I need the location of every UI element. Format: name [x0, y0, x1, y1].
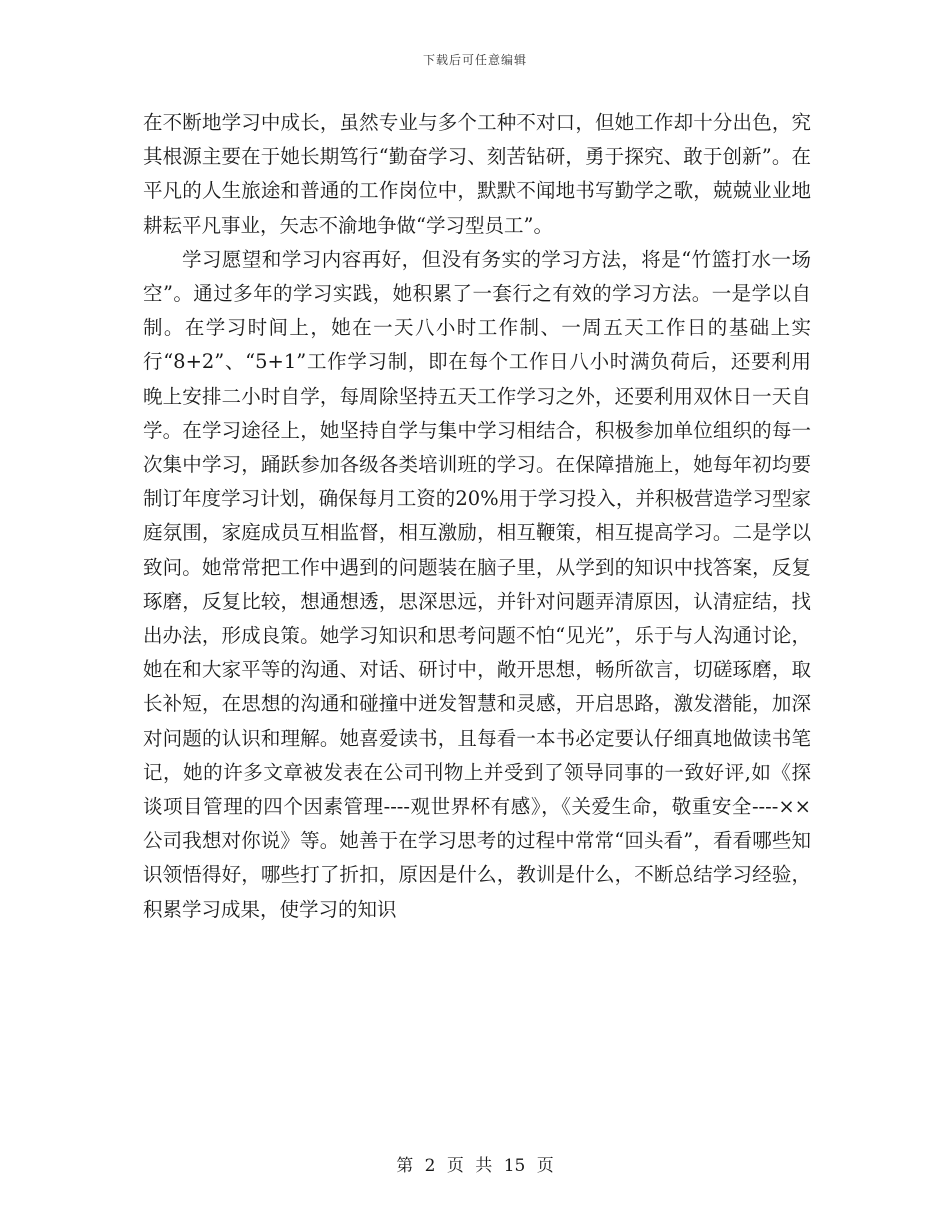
document-body: [143, 106, 811, 927]
paragraph-2: 学习愿望和学习内容再好，但没有务实的学习方法，将是“竹篮打水一场空”。通过多年的学习实践，她积累了一套行之有效的学习方法。一是学以自制。在学习时间上，她在一天八小时工作制、一周五天工作日的基础上实行“8+2”、“5+1”工作学习制，即在每个工作日八小时满负荷后，还要利用晚上安排二小时自学，每周除坚持五天工作学习之外，还要利用双休日一天自学。在学习途径上，她坚持自学与集中学习相结合，积极参加单位组织的每一次集中学习，踊跃参加各级各类培训班的学习。在保障措施上，她每年初均要制订年度学习计划，确保每月工资的20%用于学习投入，并积极营造学习型家庭氛围，家庭成员互相监督，相互激励，相互鞭策，相互提高学习。二是学以致问。她常常把工作中遇到的问题装在脑子里，从学到的知识中找答案，反复琢磨，反复比较，想通想透，思深思远，并针对问题弄清原因，认清症结，找出办法，形成良策。她学习知识和思考问题不怕“见光”，乐于与人沟通讨论，她在和大家平等的沟通、对话、研讨中，敞开思想，畅所欲言，切磋琢磨，取长补短，在思想的沟通和碰撞中迸发智慧和灵感，开启思路，激发潜能，加深对问题的认识和理解。她喜爱读书，且每看一本书必定要认仔细真地做读书笔记，她的许多文章被发表在公司刊物上并受到了领导同事的一致好评,如《探谈项目管理的四个因素管理----观世界杯有感》，《关爱生命，敬重安全----××公司我想对你说》等。她善于在学习思考的过程中常常“回头看”，看看哪些知识领悟得好，哪些打了折扣，原因是什么，教训是什么，不断总结学习经验，积累学习成果，使学习的知识: [143, 247, 811, 921]
paragraph-1: 在不断地学习中成长，虽然专业与多个工种不对口，但她工作却十分出色，究其根源主要在于她长期笃行“勤奋学习、刻苦钻研，勇于探究、敢于创新”。在平凡的人生旅途和普通的工作岗位中，默默不闻地书写勤学之歌，兢兢业业地耕耘平凡事业，矢志不渝地争做“学习型员工”。: [143, 111, 811, 237]
page-header: 下载后可任意编辑: [422, 53, 527, 67]
page-number: 第 2 页 共 15 页: [396, 1156, 554, 1176]
